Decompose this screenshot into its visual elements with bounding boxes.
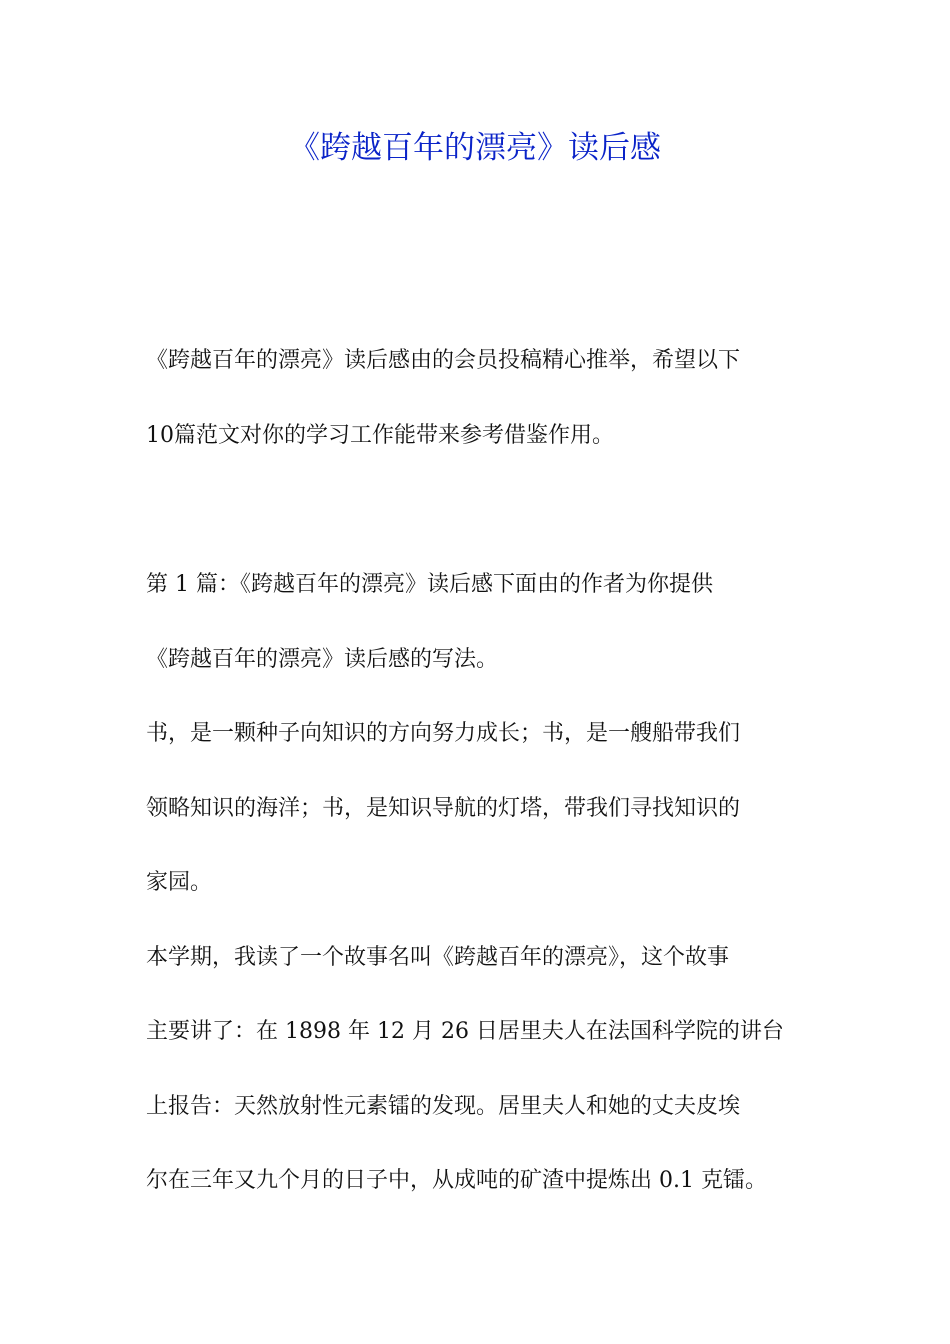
section-line: 尔在三年又九个月的日子中，从成吨的矿渣中提炼出 0.1 克镭。 bbox=[146, 1168, 767, 1193]
document-title: 《跨越百年的漂亮》读后感 bbox=[289, 130, 661, 166]
intro-line: 《跨越百年的漂亮》读后感由的会员投稿精心推举，希望以下 bbox=[146, 348, 741, 373]
section-line: 领略知识的海洋；书，是知识导航的灯塔，带我们寻找知识的 bbox=[146, 795, 741, 821]
intro-paragraph bbox=[146, 324, 816, 473]
section-line: 书，是一颗种子向知识的方向努力成长；书，是一艘船带我们 bbox=[146, 721, 741, 746]
section-line: 家园。 bbox=[146, 870, 213, 895]
section-line: 本学期，我读了一个故事名叫《跨越百年的漂亮》，这个故事 bbox=[146, 944, 730, 970]
section-1 bbox=[146, 548, 816, 1219]
section-line: 上报告：天然放射性元素镭的发现。居里夫人和她的丈夫皮埃 bbox=[146, 1093, 741, 1119]
section-line: 主要讲了：在 1898 年 12 月 26 日居里夫人在法国科学院的讲台 bbox=[146, 1019, 784, 1044]
section-line: 《跨越百年的漂亮》读后感的写法。 bbox=[146, 646, 499, 672]
intro-line: 10篇范文对你的学习工作能带来参考借鉴作用。 bbox=[146, 422, 614, 448]
section-line: 第 1 篇：《跨越百年的漂亮》读后感下面由的作者为你提供 bbox=[146, 572, 713, 597]
